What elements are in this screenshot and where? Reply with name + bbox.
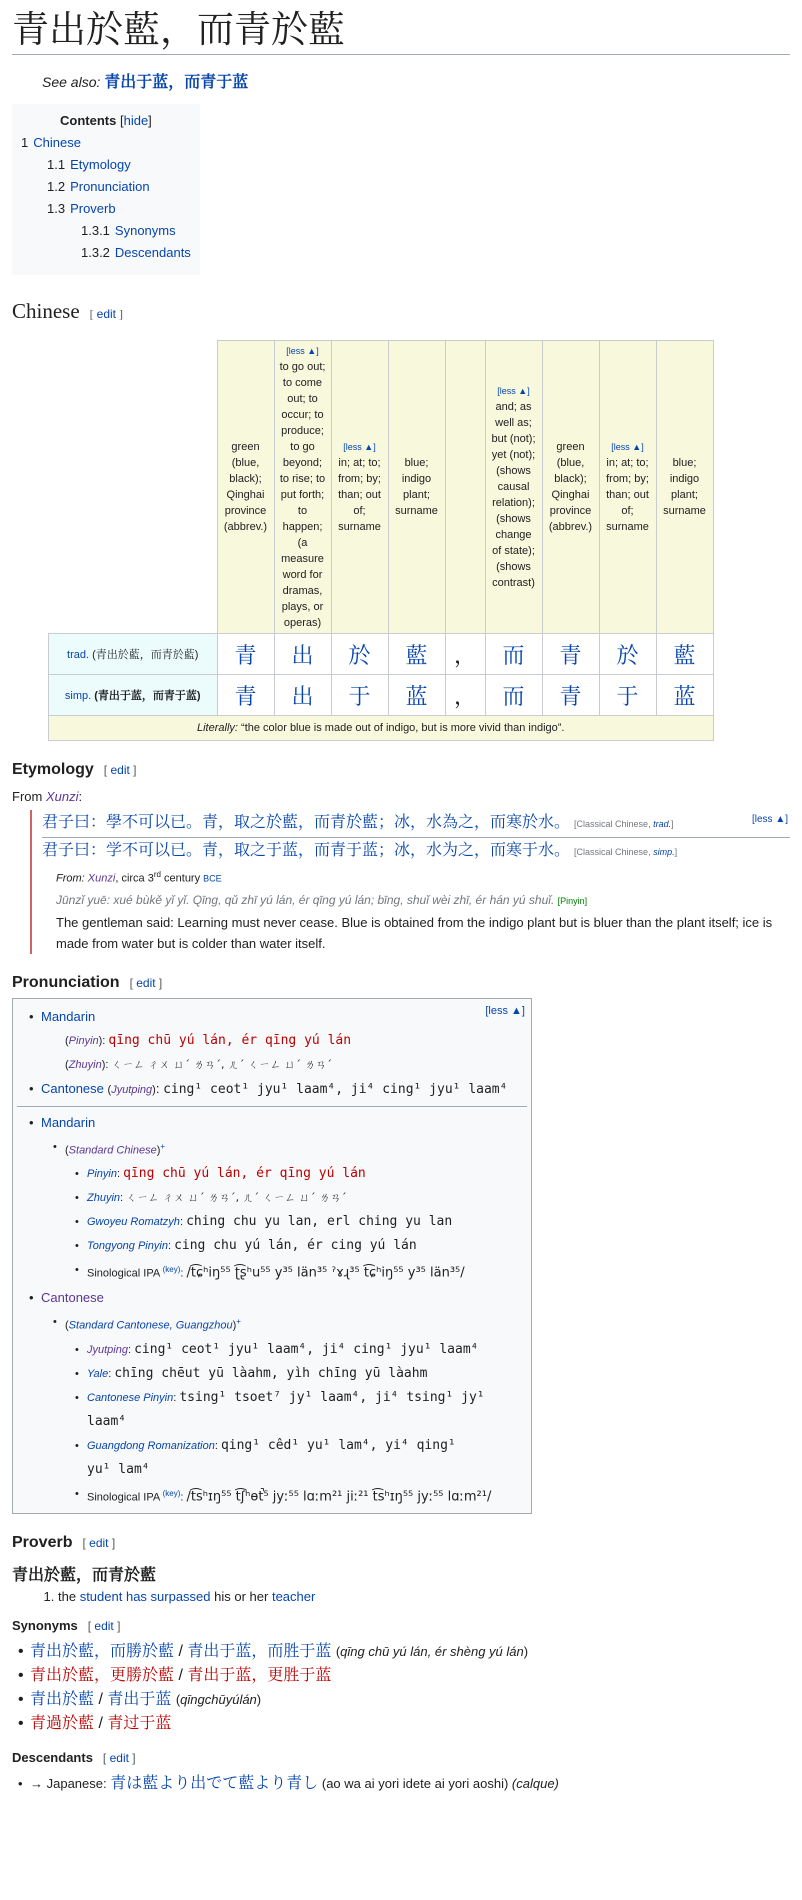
quotation-block: [30, 810, 790, 954]
sino-ipa-label: Sinological IPA: [87, 1491, 160, 1504]
sino-ipa-label: Sinological IPA: [87, 1267, 160, 1280]
char-cell[interactable]: 出: [274, 634, 331, 675]
yale-link[interactable]: Yale: [87, 1367, 109, 1380]
script-tag[interactable]: trad.: [653, 819, 672, 829]
trad-quote-text[interactable]: 君子曰：學不可以已。青，取之於藍，而青於藍；冰，水為之，而寒於水。: [42, 814, 571, 831]
simp-quote: 君子曰：学不可以已。青，取之于蓝，而青于蓝；冰，水为之，而寒于水。 [Classical Chinese, simp.]: [42, 842, 678, 859]
list-item: • Pinyin: qīng chū yú lán, ér qīng yú lán: [87, 1162, 531, 1186]
key-link[interactable]: (key): [162, 1488, 181, 1498]
toc-item[interactable]: [21, 132, 191, 154]
synonym-trad-link[interactable]: 青出於藍，而勝於藍: [30, 1643, 175, 1661]
synonym-item: • 青出於藍，而勝於藍 / 青出于蓝，而胜于蓝 (qīng chū yú lán, ér shèng yú lán): [30, 1640, 790, 1664]
list-item: [41, 1005, 531, 1029]
jyutping-value: cing¹ ceot¹ jyu¹ laam⁴, ji⁴ cing¹ jyu¹ laam⁴: [163, 1081, 508, 1097]
heading-etymology: Etymology [ edit ]: [12, 761, 137, 778]
list-item: • Cantonese (Jyutping): cing¹ ceot¹ jyu¹ laam⁴, ji⁴ cing¹ jyu¹ laam⁴: [41, 1077, 531, 1102]
toc-num: 1.2: [47, 179, 66, 194]
gwoyeu-value: ching chu yu lan, erl ching yu lan: [186, 1214, 453, 1230]
pinyin-transliteration: [56, 889, 790, 912]
ipa-value: /t͡ɕʰiŋ⁵⁵ ʈ͡ʂʰu⁵⁵ y³⁵ län³⁵ ˀɤɻ³⁵ t͡ɕʰiŋ⁵⁵ y³⁵ län³⁵/: [186, 1265, 465, 1281]
proverb-headword: 青出於藍，而青於藍: [12, 1567, 157, 1585]
char-cell[interactable]: 蓝: [388, 675, 445, 716]
synonym-list: [20, 1640, 790, 1736]
standard-cantonese-link[interactable]: Standard Cantonese, Guangzhou: [68, 1319, 233, 1332]
less-toggle[interactable]: [less ▲]: [497, 386, 530, 396]
toc-num: 1.3: [47, 201, 66, 216]
char-cell[interactable]: 出: [274, 675, 331, 716]
calque-label: (calque): [511, 1776, 559, 1792]
char-cell[interactable]: 于: [331, 675, 388, 716]
trad-term: (青出於藍，而青於藍): [92, 649, 199, 661]
gloss-text: green (blue, black); Qinghai province (abbrev.): [548, 441, 593, 533]
synonym-trad-link[interactable]: 青過於藍: [30, 1715, 95, 1733]
toc-link[interactable]: Descendants: [114, 245, 191, 260]
heading-descendants: Descendants [ edit ]: [12, 1750, 136, 1766]
heading-text: Descendants: [12, 1750, 93, 1766]
toc-num: 1.3.1: [81, 223, 110, 238]
table-corner: [49, 341, 218, 634]
list-item: • Guangdong Romanization: qing¹ cêd¹ yu¹ lam⁴, yi⁴ qing¹ yu¹ lam⁴: [87, 1434, 487, 1482]
mandarin-link[interactable]: Mandarin: [41, 1114, 96, 1130]
gloss-text: in; at; to; from; by; than; out of; surname: [338, 457, 381, 533]
literally-row: [49, 716, 714, 741]
toc-item[interactable]: [21, 220, 191, 242]
plus-icon[interactable]: +: [160, 1141, 166, 1151]
teacher-link[interactable]: teacher: [271, 1589, 316, 1605]
edit-link[interactable]: edit: [96, 307, 117, 321]
cite-century: century: [160, 872, 204, 885]
trad-label: [49, 634, 218, 675]
toc-num: 1.3.2: [81, 245, 110, 260]
edit-link[interactable]: edit: [136, 975, 156, 990]
gloss-cell: [445, 341, 485, 634]
char-cell[interactable]: 青: [542, 634, 599, 675]
gloss-cell: [485, 341, 542, 634]
list-item: • Tongyong Pinyin: cing chu yú lán, ér cing yú lán: [87, 1234, 531, 1258]
heading-pronunciation: Pronunciation [ edit ]: [12, 973, 163, 991]
less-toggle[interactable]: [less ▲]: [611, 442, 644, 452]
toc-item[interactable]: [21, 198, 191, 220]
list-item: [41, 1111, 531, 1135]
gloss-text: and; as well as; but (not); yet (not); (shows causal relation); (shows change of state); (shows contrast): [491, 401, 536, 589]
tongyong-value: cing chu yú lán, ér cing yú lán: [174, 1238, 417, 1254]
toc-hide-link[interactable]: hide: [123, 113, 149, 128]
guangdong-value: qing¹ cêd¹ yu¹ lam⁴, yi⁴ qing¹ yu¹ lam⁴: [87, 1437, 456, 1477]
char-cell: ，: [445, 634, 485, 675]
edit-link[interactable]: edit: [110, 763, 130, 777]
gloss-text: blue; indigo plant; surname: [395, 457, 438, 517]
list-item: • Sinological IPA $^{(key)}$: /t͡sʰɪŋ⁵⁵ t͡ʃʰɵt̚⁵ jyː⁵⁵ lɑːm²¹ jiː²¹ t͡sʰɪŋ⁵⁵ jyː⁵⁵ lɑːm²¹/: [87, 1482, 531, 1510]
zhuyin-line: (Zhuyin): ㄑㄧㄥ ㄔㄨ ㄩˊ ㄌㄢˊ, ㄦˊ ㄑㄧㄥ ㄩˊ ㄌㄢˊ: [65, 1057, 332, 1071]
char-cell[interactable]: 而: [485, 675, 542, 716]
descendant-item: [30, 1772, 790, 1796]
synonym-item: • 青出於藍，更勝於藍 / 青出于蓝，更胜于蓝: [30, 1664, 790, 1688]
gloss-cell: [599, 341, 656, 634]
less-toggle[interactable]: [less ▲]: [751, 814, 788, 825]
definition-list: [40, 1589, 790, 1604]
definition: [58, 1589, 790, 1604]
pinyin-text: Jūnzǐ yuē: xué bùkě yǐ yǐ. Qīng, qǔ zhī yú lán, ér qīng yú lán; bīng, shuǐ wèi zhī, ér hán yú shuǐ.: [56, 892, 555, 907]
list-item: • Yale: chīng chēut yū làahm, yìh chīng yū làahm: [87, 1362, 531, 1386]
char-cell[interactable]: 藍: [656, 634, 713, 675]
divider: [17, 1106, 527, 1107]
char-cell[interactable]: 而: [485, 634, 542, 675]
gloss-cell: [217, 341, 274, 634]
key-link[interactable]: (key): [162, 1265, 181, 1275]
see-also-label: See also:: [42, 74, 101, 90]
synonym-simp-link[interactable]: 青过于蓝: [107, 1715, 172, 1733]
plus-icon[interactable]: +: [236, 1316, 241, 1326]
simp-term: (青出于蓝，而青于蓝): [94, 690, 201, 702]
cantonese-link[interactable]: Cantonese: [41, 1289, 104, 1305]
trad-quote: 君子曰：學不可以已。青，取之於藍，而青於藍；冰，水為之，而寒於水。 [Classical Chinese, trad.]: [42, 810, 790, 838]
ipa-value: /t͡sʰɪŋ⁵⁵ t͡ʃʰɵt̚⁵ jyː⁵⁵ lɑːm²¹ jiː²¹ t͡sʰɪŋ⁵⁵ jyː⁵⁵ lɑːm²¹/: [186, 1489, 492, 1505]
simp-label-link[interactable]: simp.: [64, 690, 92, 702]
simp-label: [49, 675, 218, 716]
trad-row: [49, 634, 714, 675]
edit-link[interactable]: edit: [94, 1619, 114, 1634]
heading-proverb: Proverb [ edit ]: [12, 1534, 116, 1552]
list-item: • Gwoyeu Romatzyh: ching chu yu lan, erl ching yu lan: [87, 1210, 531, 1234]
edit-link[interactable]: edit: [89, 1536, 109, 1551]
char-cell: ，: [445, 675, 485, 716]
char-cell[interactable]: 青: [542, 675, 599, 716]
pinyin-value[interactable]: qīng chū yú lán, ér qīng yú lán: [108, 1032, 352, 1048]
char-cell[interactable]: 于: [599, 675, 656, 716]
synonym-trad-link[interactable]: 青出於藍，更勝於藍: [30, 1667, 175, 1685]
trad-label-link[interactable]: trad.: [67, 649, 90, 661]
gloss-cell: [656, 341, 713, 634]
cite-rest: , circa 3: [115, 872, 154, 885]
list-item: • Jyutping: cing¹ ceot¹ jyu¹ laam⁴, ji⁴ cing¹ jyu¹ laam⁴: [87, 1338, 531, 1362]
gloss-row: [49, 341, 714, 634]
synonym-item: • 青出於藍 / 青出于蓝 (qīngchūyúlán): [30, 1688, 790, 1712]
toc-link[interactable]: Pronunciation: [70, 179, 150, 194]
simp-quote-text[interactable]: 君子曰：学不可以已。青，取之于蓝，而青于蓝；冰，水为之，而寒于水。: [42, 842, 571, 859]
lang-tag: Classical Chinese: [576, 847, 649, 857]
char-cell[interactable]: 蓝: [656, 675, 713, 716]
char-cell[interactable]: 青: [217, 634, 274, 675]
toc-title-text: Contents: [60, 113, 117, 128]
list-item: • Zhuyin: ㄑㄧㄥ ㄔㄨ ㄩˊ ㄌㄢˊ, ㄦˊ ㄑㄧㄥ ㄩˊ ㄌㄢˊ: [87, 1186, 531, 1210]
mandarin-link[interactable]: Mandarin: [41, 1008, 96, 1024]
less-toggle[interactable]: [less ▲]: [485, 1004, 525, 1017]
synonym-romanization: qīng chū yú lán, ér shèng yú lán: [340, 1644, 524, 1660]
gloss-text: blue; indigo plant; surname: [663, 457, 706, 517]
descendant-romanization: (ao wa ai yori idete ai yori aoshi): [321, 1776, 509, 1792]
toc-item[interactable]: [21, 176, 191, 198]
jyutping-link[interactable]: Jyutping: [87, 1343, 128, 1356]
lang-tag: Classical Chinese: [576, 819, 649, 829]
era-link[interactable]: BCE: [203, 873, 222, 884]
heading-chinese: Chinese [ edit ]: [12, 299, 124, 323]
char-cell[interactable]: 青: [217, 675, 274, 716]
see-also: [42, 69, 790, 92]
see-also-link[interactable]: 青出于蓝，而青于蓝: [104, 74, 249, 91]
toc-link[interactable]: Synonyms: [114, 223, 176, 238]
char-cell[interactable]: 於: [599, 634, 656, 675]
translation: The gentleman said: Learning must never cease. Blue is obtained from the indigo plant but is bluer than the plant itself; ice is made from water but is colder than water itself.: [56, 914, 773, 951]
guangdong-link[interactable]: Guangdong Romanization: [87, 1439, 215, 1452]
heading-synonyms: Synonyms [ edit ]: [12, 1618, 121, 1634]
gloss-text: green (blue, black); Qinghai province (abbrev.): [223, 441, 268, 533]
gloss-cell: [542, 341, 599, 634]
cite-sup: rd: [153, 870, 161, 879]
from-text: From: [12, 789, 43, 804]
gloss-cell: [274, 341, 331, 634]
toc-num: 1.1: [47, 157, 66, 172]
list-item: • Sinological IPA $^{(key)}$: /t͡ɕʰiŋ⁵⁵ ʈ͡ʂʰu⁵⁵ y³⁵ län³⁵ ˀɤɻ³⁵ t͡ɕʰiŋ⁵⁵ y³⁵ län³⁵/: [87, 1258, 531, 1286]
pinyin-tag: [Pinyin]: [557, 895, 588, 906]
literally-text: “the color blue is made out of indigo, but is more vivid than indigo”.: [241, 722, 565, 734]
toc-link[interactable]: Etymology: [70, 157, 131, 172]
student-link[interactable]: student: [79, 1589, 123, 1605]
gloss-cell: [331, 341, 388, 634]
table-of-contents: [12, 104, 200, 275]
synonym-simp-link[interactable]: 青出于蓝: [107, 1691, 172, 1709]
citation: [56, 865, 790, 889]
list-item: • (Standard Chinese)+: [65, 1135, 531, 1163]
cantonese-pinyin-value: tsing¹ tsoet⁷ jy¹ laam⁴, ji⁴ tsing¹ jy¹ laam⁴: [87, 1389, 485, 1429]
gloss-table: [48, 340, 714, 741]
cantonese-link[interactable]: Cantonese: [41, 1080, 104, 1096]
pinyin-line: (Pinyin): qīng chū yú lán, ér qīng yú lán: [65, 1032, 352, 1048]
heading-text: Pronunciation: [12, 973, 120, 991]
zhuyin-link[interactable]: Zhuyin: [87, 1192, 121, 1205]
descendant-term-link[interactable]: 青は藍より出でて藍より青し: [110, 1775, 319, 1793]
toc-num: 1: [21, 135, 29, 150]
toc-item[interactable]: [21, 154, 191, 176]
def-text: his or her: [210, 1589, 272, 1605]
cite-source-link[interactable]: Xunzi: [87, 872, 116, 885]
heading-text: Synonyms: [12, 1618, 78, 1634]
toc-item[interactable]: [21, 242, 191, 264]
def-text: the: [58, 1589, 80, 1605]
toc-title: Contents [hide]: [60, 113, 152, 128]
gloss-cell: [388, 341, 445, 634]
jyutping-value: cing¹ ceot¹ jyu¹ laam⁴, ji⁴ cing¹ jyu¹ laam⁴: [134, 1341, 479, 1357]
zhuyin-link[interactable]: Zhuyin: [68, 1058, 102, 1071]
has-surpassed-link[interactable]: has surpassed: [125, 1589, 211, 1605]
descendant-lang: → Japanese:: [30, 1776, 107, 1792]
char-cell[interactable]: 藍: [388, 634, 445, 675]
zhuyin-value: ㄑㄧㄥ ㄔㄨ ㄩˊ ㄌㄢˊ, ㄦˊ ㄑㄧㄥ ㄩˊ ㄌㄢˊ: [111, 1057, 332, 1071]
toc-link[interactable]: Proverb: [70, 201, 116, 216]
standard-chinese-link[interactable]: Standard Chinese: [68, 1144, 157, 1157]
pinyin-value[interactable]: qīng chū yú lán, ér qīng yú lán: [123, 1166, 366, 1182]
descendant-list: [20, 1772, 790, 1796]
yale-value: chīng chēut yū làahm, yìh chīng yū làahm: [114, 1365, 428, 1381]
literally-cell: [49, 716, 714, 741]
zhuyin-value: ㄑㄧㄥ ㄔㄨ ㄩˊ ㄌㄢˊ, ㄦˊ ㄑㄧㄥ ㄩˊ ㄌㄢˊ: [126, 1191, 347, 1205]
heading-text: Chinese: [12, 299, 80, 323]
tongyong-link[interactable]: Tongyong Pinyin: [87, 1240, 168, 1253]
less-toggle[interactable]: [less ▲]: [343, 442, 376, 452]
synonym-simp-link[interactable]: 青出于蓝，更胜于蓝: [187, 1667, 332, 1685]
synonym-simp-link[interactable]: 青出于蓝，而胜于蓝: [187, 1643, 332, 1661]
list-item: • Cantonese Pinyin: tsing¹ tsoet⁷ jy¹ laam⁴, ji⁴ tsing¹ jy¹ laam⁴: [87, 1386, 487, 1434]
simp-row: [49, 675, 714, 716]
page-title: 青出於藍，而青於藍: [12, 8, 790, 55]
synonym-romanization: qīngchūyúlán: [180, 1692, 257, 1708]
cantonese-pinyin-link[interactable]: Cantonese Pinyin: [87, 1391, 174, 1404]
toc-link[interactable]: Chinese: [33, 135, 81, 150]
gloss-text: in; at; to; from; by; than; out of; surname: [606, 457, 649, 533]
heading-text: Proverb: [12, 1534, 73, 1552]
gwoyeu-link[interactable]: Gwoyeu Romatzyh: [87, 1216, 180, 1229]
script-tag[interactable]: simp.: [653, 847, 675, 857]
pronunciation-box: [12, 998, 532, 1515]
jyutping-link[interactable]: Jyutping: [111, 1083, 153, 1096]
pinyin-link[interactable]: Pinyin: [87, 1168, 117, 1181]
pinyin-link[interactable]: Pinyin: [68, 1034, 99, 1047]
list-item: • (Standard Cantonese, Guangzhou)+: [65, 1310, 531, 1338]
synonym-trad-link[interactable]: 青出於藍: [30, 1691, 95, 1709]
heading-text: Etymology: [12, 761, 94, 778]
literally-label: Literally:: [197, 722, 238, 734]
char-cell[interactable]: 於: [331, 634, 388, 675]
synonym-item: • 青過於藍 / 青过于蓝: [30, 1712, 790, 1736]
gloss-text: to go out; to come out; to occur; to produce; to go beyond; to rise; to put forth; to happen; (a measure word for dramas, plays, or operas): [279, 361, 326, 629]
page: [0, 8, 802, 1796]
etymology-intro: From Xunzi:: [12, 789, 83, 804]
source-link[interactable]: Xunzi: [45, 789, 79, 804]
cite-from: From:: [56, 872, 85, 885]
edit-link[interactable]: edit: [109, 1751, 129, 1766]
list-item: [41, 1286, 531, 1310]
less-toggle[interactable]: [less ▲]: [286, 346, 319, 356]
